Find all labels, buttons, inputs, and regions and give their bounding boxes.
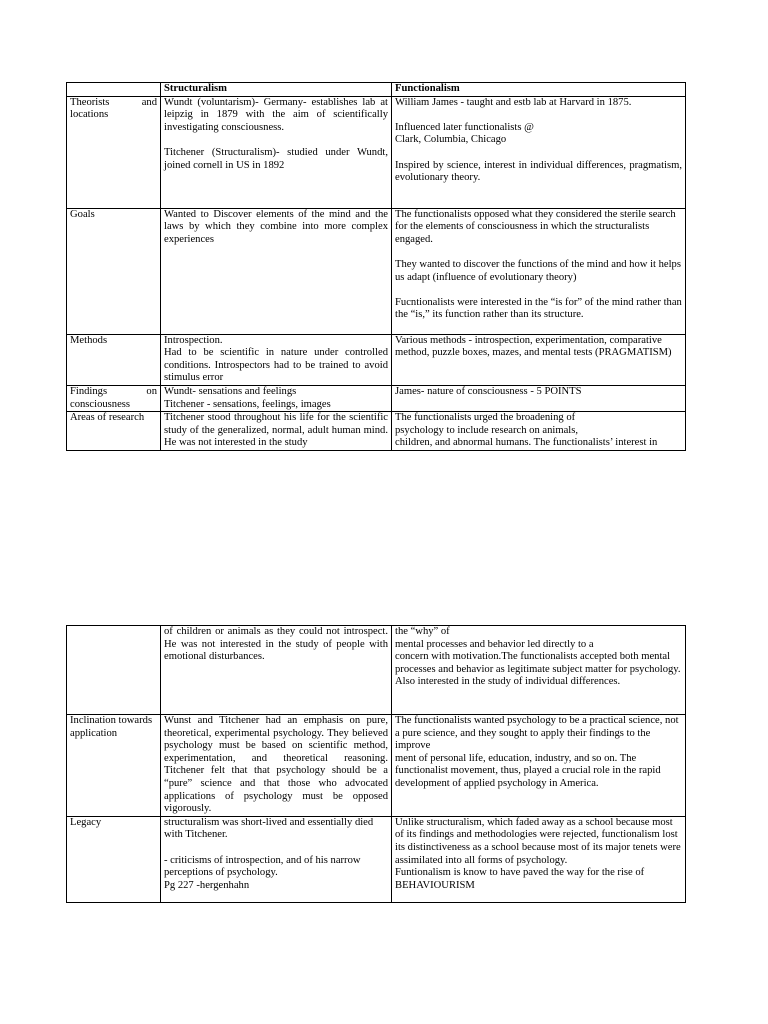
row-label-legacy: Legacy	[67, 816, 161, 902]
header-functionalism: Functionalism	[392, 83, 686, 97]
row-label-areas: Areas of research	[67, 412, 161, 451]
cell-text: Wanted to Discover elements of the mind and the laws by which they combine into more complex experiences	[164, 208, 388, 245]
cell-text: Unlike structuralism, which faded away as a school because most of its findings and methodologies were rejected, functionalism lost its distinctiveness as a school because most of its major tenets were assimilated into all forms of psychology.	[395, 816, 681, 866]
cell-text: Wundt- sensations and feelings	[164, 385, 297, 397]
cell-text: structuralism was short-lived and essentially died with Titchener.	[164, 816, 374, 841]
cell-text: the “why” of	[395, 626, 450, 637]
cell-findings-structuralism	[161, 385, 392, 411]
row-label-methods: Methods	[67, 334, 161, 385]
cell-text: BEHAVIOURISM	[395, 879, 475, 891]
cell-text: Various methods - introspection, experimentation, comparative method, puzzle boxes, mazes, and mental tests (PRAGMATISM)	[395, 334, 672, 359]
comparison-table-part1	[66, 82, 686, 451]
row-theorists	[67, 96, 686, 208]
row-areas-continued	[67, 626, 686, 715]
cell-areas-cont-functionalism	[392, 626, 686, 715]
cell-text: Influenced later functionalists @	[395, 121, 534, 133]
cell-methods-structuralism	[161, 334, 392, 385]
row-legacy	[67, 816, 686, 902]
cell-text: Wunst and Titchener had an emphasis on pure, theoretical, experimental psychology. They believed psychology must be based on scientific method, experimentation, and theoretical reasoning. Titchener felt that that psychology should be a “pure” science and that those who advocated applications of psychology must be opposed vigorously.	[164, 715, 388, 815]
cell-theorists-structuralism	[161, 96, 392, 208]
cell-goals-structuralism	[161, 208, 392, 334]
cell-text: Clark, Columbia, Chicago	[395, 134, 507, 146]
cell-text: psychology to include research on animals,	[395, 424, 578, 436]
cell-text: The functionalists opposed what they considered the sterile search for the elements of consciousness in which the structuralists engaged.	[395, 208, 676, 245]
row-label-theorists: Theorists and locations	[67, 96, 161, 208]
cell-text: Inspired by science, interest in individual differences, pragmatism, evolutionary theory.	[395, 159, 682, 184]
cell-areas-structuralism	[161, 412, 392, 451]
cell-text: Introspection.	[164, 334, 223, 346]
header-row	[67, 83, 686, 97]
cell-text: Had to be scientific in nature under controlled conditions. Introspectors had to be trained to avoid stimulus error	[164, 347, 388, 384]
row-inclination	[67, 715, 686, 817]
cell-text: concern with motivation.The functionalists accepted both mental processes and behavior as legitimate subject matter for psychology. Also interested in the study of individual differences.	[395, 651, 681, 688]
cell-inclination-structuralism	[161, 715, 392, 817]
cell-text: The functionalists urged the broadening of	[395, 412, 576, 424]
cell-text: Titchener - sensations, feelings, images	[164, 398, 331, 410]
cell-text: Titchener stood throughout his life for the scientific study of the generalized, normal, adult human mind. He was not interested in the study	[164, 412, 388, 449]
cell-text: William James - taught and estb lab at Harvard in 1875.	[395, 96, 632, 108]
comparison-table-part2	[66, 625, 686, 903]
cell-text: Titchener (Structuralism)- studied under Wundt, joined cornell in US in 1892	[164, 146, 388, 171]
header-empty-cell	[67, 83, 161, 97]
cell-text: Wundt (voluntarism)- Germany- establishes lab at leipzig in 1879 with the aim of scientifically investigating consciousness.	[164, 96, 388, 133]
cell-findings-functionalism	[392, 385, 686, 411]
cell-text: Fucntionalists were interested in the “is for” of the mind rather than the “is,” its function rather than its structure.	[395, 296, 682, 321]
row-label-inclination: Inclination towards application	[67, 715, 161, 817]
row-label-findings: Findings on consciousness	[67, 385, 161, 411]
row-goals	[67, 208, 686, 334]
cell-legacy-structuralism	[161, 816, 392, 902]
cell-text: children, and abnormal humans. The functionalists’ interest in	[395, 437, 658, 449]
cell-goals-functionalism	[392, 208, 686, 334]
cell-text: They wanted to discover the functions of the mind and how it helps us adapt (influence of evolutionary theory)	[395, 258, 681, 283]
cell-theorists-functionalism	[392, 96, 686, 208]
header-structuralism: Structuralism	[161, 83, 392, 97]
cell-text: Funtionalism is know to have paved the way for the rise of	[395, 867, 645, 879]
cell-text: ment of personal life, education, industry, and so on. The functionalist movement, thus, played a crucial role in the rapid development of applied psychology in America.	[395, 752, 661, 789]
row-areas-of-research	[67, 412, 686, 451]
cell-inclination-functionalism	[392, 715, 686, 817]
row-findings	[67, 385, 686, 411]
row-label-empty	[67, 626, 161, 715]
cell-text: Pg 227 -hergenhahn	[164, 879, 250, 891]
cell-text: The functionalists wanted psychology to be a practical science, not a pure science, and they sought to apply their findings to the improve	[395, 715, 679, 752]
row-label-goals: Goals	[67, 208, 161, 334]
cell-areas-functionalism	[392, 412, 686, 451]
row-methods	[67, 334, 686, 385]
cell-text: James- nature of consciousness - 5 POINTS	[395, 385, 582, 397]
cell-areas-cont-structuralism	[161, 626, 392, 715]
cell-text: of children or animals as they could not introspect. He was not interested in the study of people with emotional disturbances.	[164, 626, 388, 663]
cell-text: - criticisms of introspection, and of his narrow perceptions of psychology.	[164, 854, 361, 879]
cell-text: mental processes and behavior led directly to a	[395, 638, 594, 650]
cell-methods-functionalism	[392, 334, 686, 385]
cell-legacy-functionalism	[392, 816, 686, 902]
